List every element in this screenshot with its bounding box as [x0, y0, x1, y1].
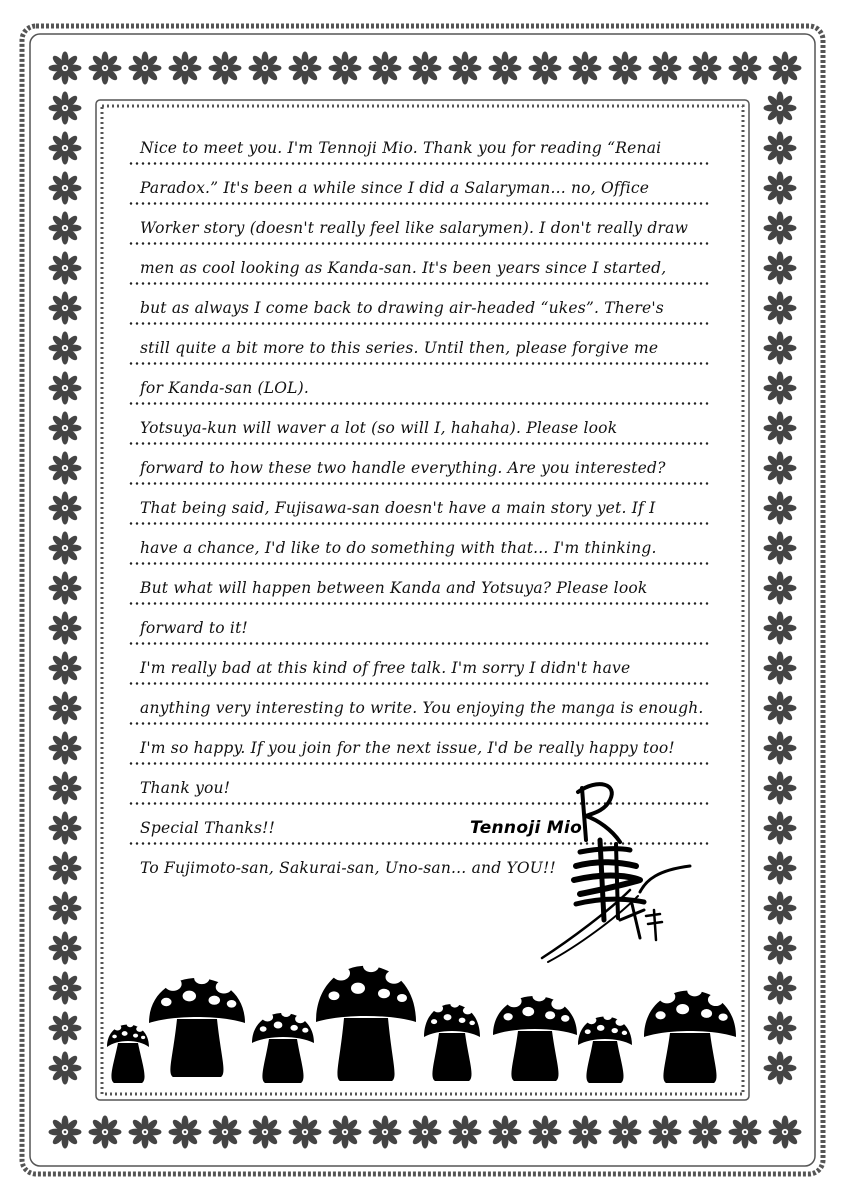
daisy-flower-icon	[49, 732, 82, 765]
spotted-mushroom-icon	[578, 1012, 632, 1083]
spotted-mushroom-icon	[644, 984, 736, 1083]
daisy-flower-icon	[529, 1116, 562, 1149]
daisy-flower-icon	[764, 412, 797, 445]
daisy-flower-icon	[49, 52, 82, 85]
daisy-flower-icon	[764, 972, 797, 1005]
daisy-flower-icon	[49, 772, 82, 805]
daisy-flower-icon	[49, 292, 82, 325]
daisy-flower-icon	[49, 1052, 82, 1085]
daisy-flower-icon	[89, 52, 122, 85]
daisy-flower-icon	[49, 692, 82, 725]
ruled-dotted-line	[128, 642, 710, 645]
daisy-flower-icon	[764, 452, 797, 485]
ruled-dotted-line	[128, 442, 710, 445]
daisy-flower-icon	[764, 892, 797, 925]
daisy-flower-icon	[569, 1116, 602, 1149]
ruled-dotted-line	[128, 722, 710, 725]
daisy-flower-icon	[209, 52, 242, 85]
daisy-flower-icon	[689, 1116, 722, 1149]
spotted-mushroom-icon	[252, 1009, 314, 1083]
daisy-flower-icon	[209, 1116, 242, 1149]
ruled-dotted-line	[128, 522, 710, 525]
daisy-flower-icon	[609, 52, 642, 85]
daisy-flower-icon	[649, 1116, 682, 1149]
daisy-flower-icon	[49, 492, 82, 525]
daisy-flower-icon	[764, 492, 797, 525]
daisy-flower-icon	[764, 372, 797, 405]
daisy-flower-icon	[49, 572, 82, 605]
daisy-flower-icon	[764, 252, 797, 285]
ruled-dotted-line	[128, 242, 710, 245]
daisy-flower-icon	[49, 332, 82, 365]
letter-line: still quite a bit more to this series. Until then, please forgive me	[140, 339, 659, 357]
daisy-flower-icon	[769, 52, 802, 85]
letter-line: anything very interesting to write. You enjoying the manga is enough.	[140, 699, 704, 717]
letter-line: but as always I come back to drawing air-headed “ukes”. There's	[140, 299, 664, 317]
mushroom-row-illustration	[100, 935, 750, 1085]
daisy-flower-icon	[764, 532, 797, 565]
daisy-flower-icon	[49, 1116, 82, 1149]
daisy-flower-icon	[489, 1116, 522, 1149]
spotted-mushroom-icon	[149, 971, 245, 1077]
ruled-dotted-line	[128, 282, 710, 285]
daisy-flower-icon	[49, 132, 82, 165]
spotted-mushroom-icon	[107, 1021, 149, 1083]
daisy-flower-icon	[689, 52, 722, 85]
daisy-flower-icon	[764, 292, 797, 325]
daisy-flower-icon	[529, 52, 562, 85]
letter-line: Special Thanks!!	[140, 819, 276, 837]
daisy-flower-icon	[49, 452, 82, 485]
daisy-flower-icon	[289, 1116, 322, 1149]
daisy-flower-icon	[764, 332, 797, 365]
daisy-flower-icon	[169, 52, 202, 85]
daisy-flower-icon	[369, 52, 402, 85]
ruled-dotted-line	[128, 602, 710, 605]
daisy-flower-icon	[764, 772, 797, 805]
daisy-flower-icon	[89, 1116, 122, 1149]
ruled-dotted-line	[128, 762, 710, 765]
daisy-flower-icon	[764, 132, 797, 165]
daisy-flower-icon	[764, 812, 797, 845]
daisy-flower-icon	[49, 1012, 82, 1045]
daisy-flower-icon	[49, 932, 82, 965]
daisy-flower-icon	[49, 252, 82, 285]
ruled-dotted-line	[128, 482, 710, 485]
letter-line: To Fujimoto-san, Sakurai-san, Uno-san... and YOU!!	[140, 859, 556, 877]
letter-line: I'm so happy. If you join for the next issue, I'd be really happy too!	[140, 739, 675, 757]
daisy-flower-icon	[569, 52, 602, 85]
daisy-flower-icon	[49, 972, 82, 1005]
daisy-flower-icon	[129, 1116, 162, 1149]
daisy-flower-icon	[764, 692, 797, 725]
letter-line: Paradox.” It's been a while since I did a Salaryman... no, Office	[140, 179, 650, 197]
daisy-flower-icon	[489, 52, 522, 85]
daisy-flower-icon	[49, 412, 82, 445]
spotted-mushroom-icon	[424, 1000, 480, 1081]
daisy-flower-icon	[764, 652, 797, 685]
daisy-flower-icon	[249, 52, 282, 85]
daisy-flower-icon	[764, 212, 797, 245]
letter-line: But what will happen between Kanda and Yotsuya? Please look	[140, 579, 648, 597]
daisy-flower-icon	[169, 1116, 202, 1149]
spotted-mushroom-icon	[316, 958, 416, 1081]
daisy-flower-icon	[764, 1012, 797, 1045]
daisy-flower-icon	[49, 532, 82, 565]
daisy-flower-icon	[409, 52, 442, 85]
daisy-flower-icon	[369, 1116, 402, 1149]
daisy-flower-icon	[769, 1116, 802, 1149]
daisy-flower-icon	[764, 732, 797, 765]
daisy-flower-icon	[449, 52, 482, 85]
daisy-flower-icon	[609, 1116, 642, 1149]
daisy-flower-icon	[49, 612, 82, 645]
daisy-flower-icon	[129, 52, 162, 85]
ruled-dotted-line	[128, 362, 710, 365]
author-name: Tennoji Mio	[470, 818, 583, 838]
ruled-dotted-line	[128, 402, 710, 405]
daisy-flower-icon	[764, 1052, 797, 1085]
daisy-flower-icon	[329, 52, 362, 85]
daisy-flower-icon	[329, 1116, 362, 1149]
daisy-flower-icon	[249, 1116, 282, 1149]
letter-line: have a chance, I'd like to do something with that... I'm thinking.	[140, 539, 657, 557]
daisy-flower-icon	[729, 1116, 762, 1149]
letter-line: for Kanda-san (LOL).	[140, 379, 310, 397]
daisy-flower-icon	[49, 372, 82, 405]
letter-line: That being said, Fujisawa-san doesn't have a main story yet. If I	[140, 499, 656, 517]
daisy-flower-icon	[289, 52, 322, 85]
letter-line: Worker story (doesn't really feel like salarymen). I don't really draw	[140, 219, 689, 237]
daisy-flower-icon	[764, 852, 797, 885]
ruled-dotted-line	[128, 202, 710, 205]
daisy-flower-icon	[49, 852, 82, 885]
daisy-flower-icon	[49, 92, 82, 125]
daisy-flower-icon	[49, 212, 82, 245]
letter-line: Nice to meet you. I'm Tennoji Mio. Thank you for reading “Renai	[140, 139, 662, 157]
daisy-flower-icon	[764, 572, 797, 605]
letter-line: men as cool looking as Kanda-san. It's been years since I started,	[140, 259, 667, 277]
letter-line: Thank you!	[140, 779, 231, 797]
daisy-flower-icon	[49, 812, 82, 845]
spotted-mushroom-icon	[493, 990, 577, 1081]
daisy-flower-icon	[409, 1116, 442, 1149]
ruled-dotted-line	[128, 162, 710, 165]
daisy-flower-icon	[49, 892, 82, 925]
daisy-flower-icon	[764, 612, 797, 645]
letter-line: I'm really bad at this kind of free talk. I'm sorry I didn't have	[140, 659, 631, 677]
ruled-dotted-line	[128, 682, 710, 685]
daisy-flower-icon	[649, 52, 682, 85]
daisy-flower-icon	[729, 52, 762, 85]
ruled-dotted-line	[128, 322, 710, 325]
daisy-flower-icon	[764, 932, 797, 965]
ruled-dotted-line	[128, 562, 710, 565]
daisy-flower-icon	[764, 172, 797, 205]
daisy-flower-icon	[49, 652, 82, 685]
letter-line: Yotsuya-kun will waver a lot (so will I, hahaha). Please look	[140, 419, 618, 437]
daisy-flower-icon	[764, 92, 797, 125]
letter-line: forward to how these two handle everything. Are you interested?	[140, 459, 666, 477]
letter-line: forward to it!	[140, 619, 248, 637]
daisy-flower-icon	[49, 172, 82, 205]
daisy-flower-icon	[449, 1116, 482, 1149]
